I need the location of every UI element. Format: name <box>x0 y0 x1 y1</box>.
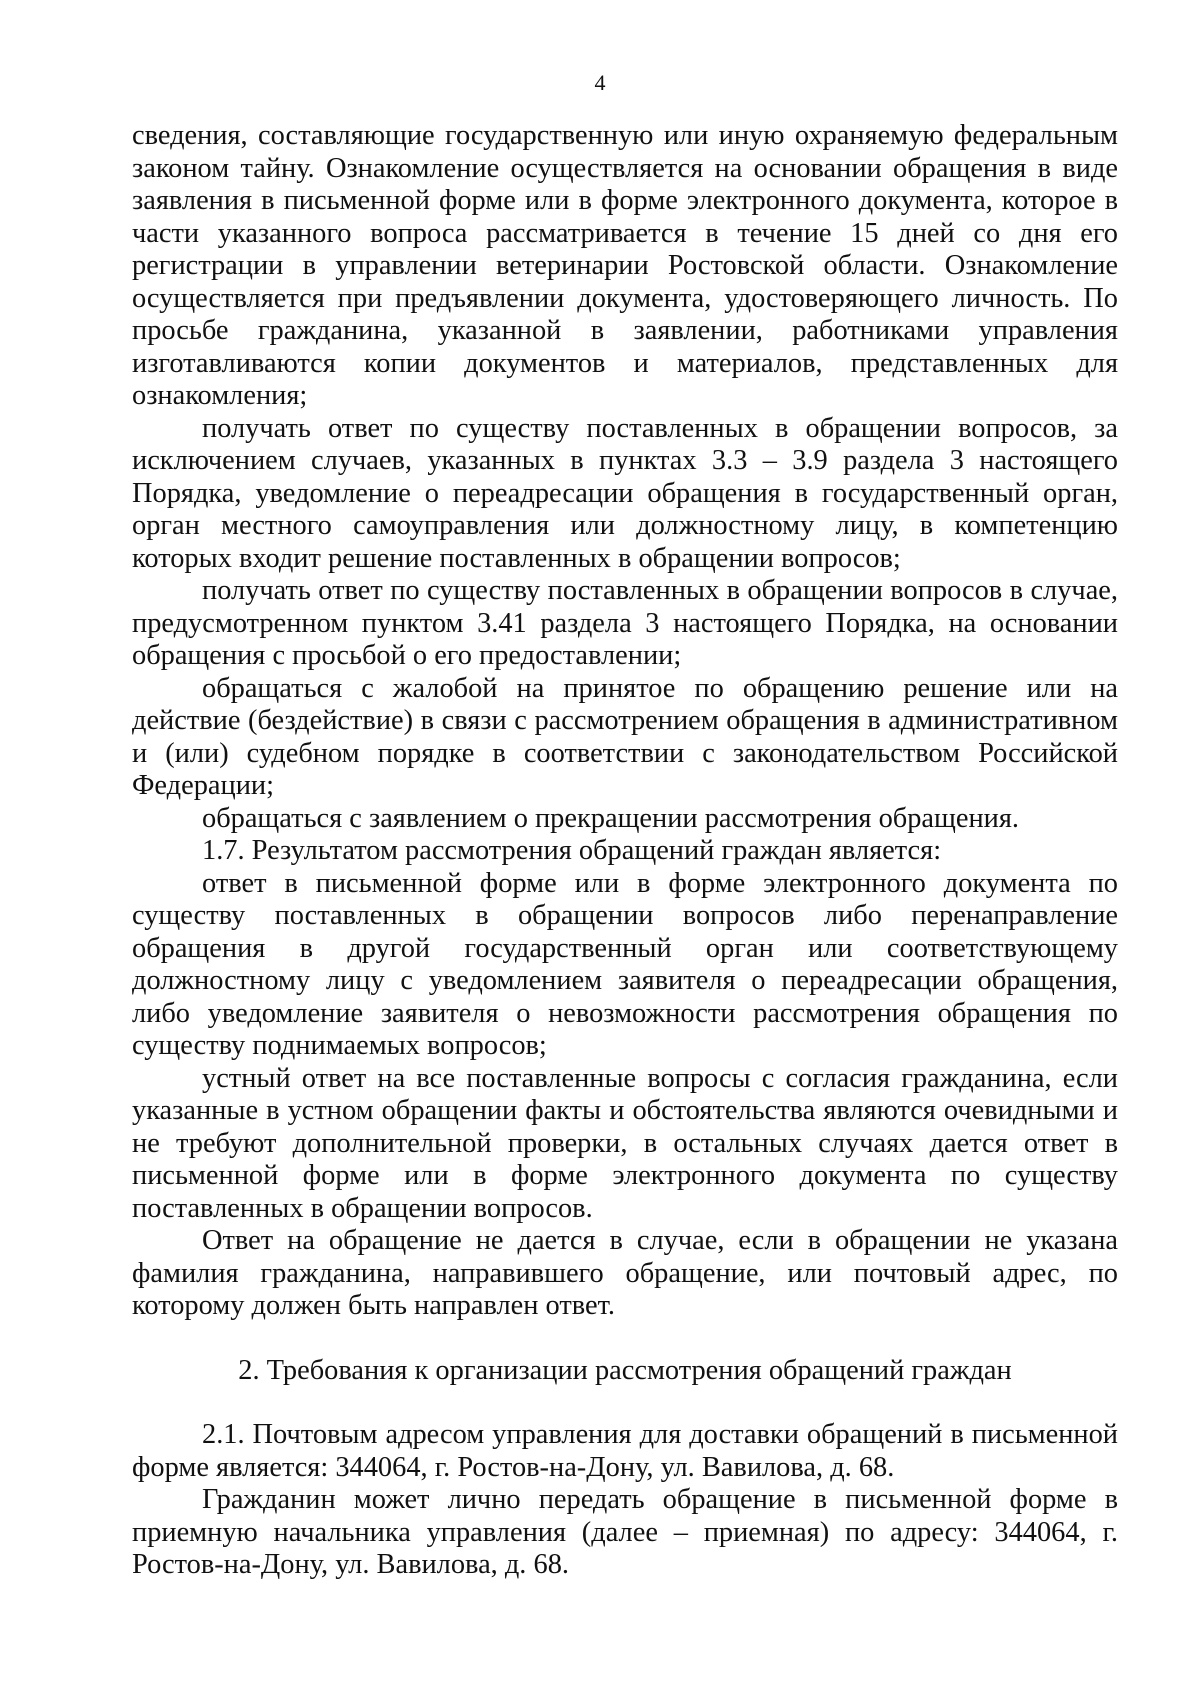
paragraph-written-answer: ответ в письменной форме или в форме электронного документа по существу поставленных в обращении вопросов либо перенаправление обращения в другой государственный орган или соответствующему должностному лицу с уведомлением заявителя о переадресации обращения, либо уведомление заявителя о невозможности рассмотрения обращения по существу поднимаемых вопросов; <box>132 867 1118 1061</box>
paragraph-right-answer-request: получать ответ по существу поставленных в обращении вопросов в случае, предусмотренном пунктом 3.41 раздела 3 настоящего Порядка, на основании обращения с просьбой о его предоставлении; <box>132 575 1118 671</box>
paragraph-right-terminate: обращаться с заявлением о прекращении рассмотрения обращения. <box>202 802 1020 834</box>
section-heading: 2. Требования к организации рассмотрения обращений граждан <box>238 1354 1012 1386</box>
page-number: 4 <box>594 70 606 95</box>
paragraph-oral-answer: устный ответ на все поставленные вопросы с согласия гражданина, если указанные в устном обращении факты и обстоятельства являются очевидными и не требуют дополнительной проверки, в остальных случаях дается ответ в письменной форме или в форме электронного документа по существу поставленных в обращении вопросов. <box>132 1062 1118 1224</box>
paragraph-no-answer: Ответ на обращение не дается в случае, если в обращении не указана фамилия гражданина, направившего обращение, или почтовый адрес, по которому должен быть направлен ответ. <box>132 1225 1118 1321</box>
paragraph-continuation: сведения, составляющие государственную или иную охраняемую федеральным законом тайну. Ознакомление осуществляется на основании обращения в виде заявления в письменной форме или в форме электронного документа, которое в части указанного вопроса рассматривается в течение 15 дней со дня его регистрации в управлении ветеринарии Ростовской области. Ознакомление осуществляется при предъявлении документа, удостоверяющего личность. По просьбе гражданина, указанной в заявлении, работниками управления изготавливаются копии документов и материалов, представленных для ознакомления; <box>132 120 1118 411</box>
paragraph-personal-delivery: Гражданин может лично передать обращение в письменной форме в приемную начальника управления (далее – приемная) по адресу: 344064, г. Ростов-на-Дону, ул. Вавилова, д. 68. <box>132 1484 1118 1580</box>
paragraph-right-complaint: обращаться с жалобой на принятое по обращению решение или на действие (бездействие) в связи с рассмотрением обращения в административном и (или) судебном порядке в соответствии с законодательством Российской Федерации; <box>132 672 1118 801</box>
paragraph-right-answer: получать ответ по существу поставленных в обращении вопросов, за исключением случаев, указанных в пунктах 3.3 – 3.9 раздела 3 настоящего Порядка, уведомление о переадресации обращения в государственный орган, орган местного самоуправления или должностному лицу, в компетенцию которых входит решение поставленных в обращении вопросов; <box>132 412 1118 574</box>
paragraph-clause-1-7: 1.7. Результатом рассмотрения обращений граждан является: <box>202 835 942 866</box>
document-body <box>132 120 1118 1582</box>
paragraph-clause-2-1: 2.1. Почтовым адресом управления для доставки обращений в письменной форме является: 344064, г. Ростов-на-Дону, ул. Вавилова, д. 68. <box>132 1419 1118 1483</box>
